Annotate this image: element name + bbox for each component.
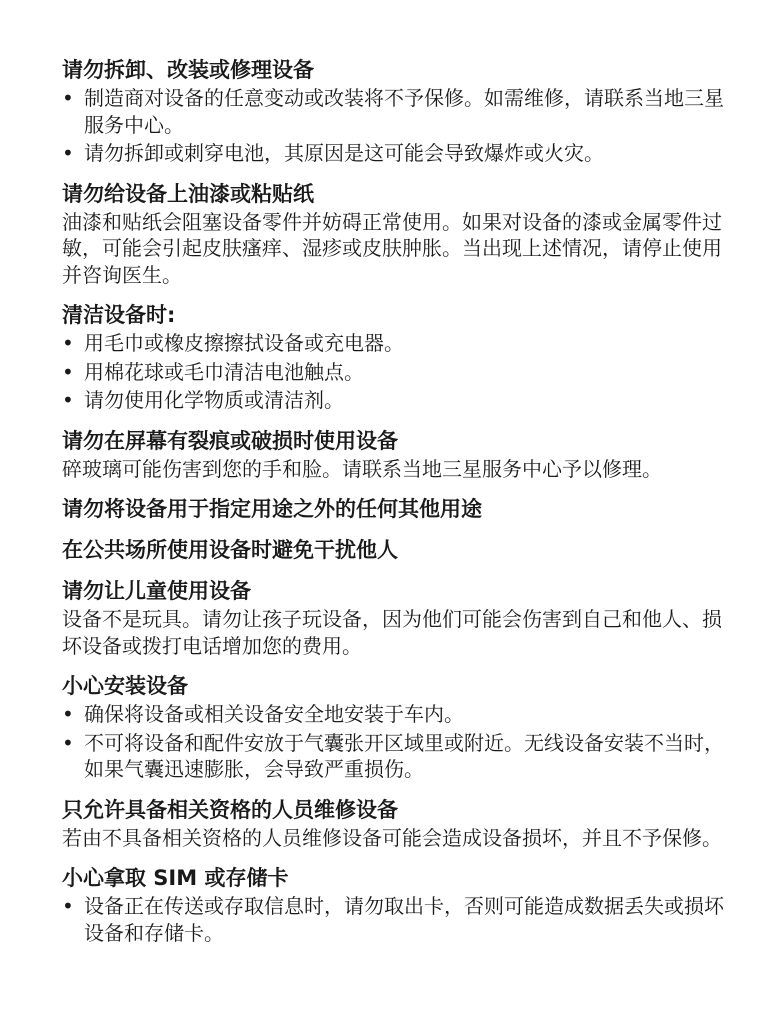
section-paragraph: 若由不具备相关资格的人员维修设备可能会造成设备损坏，并且不予保修。: [62, 825, 722, 850]
section-heading: 请勿在屏幕有裂痕或破损时使用设备: [62, 428, 398, 453]
section-heading: 小心拿取 SIM 或存储卡: [62, 866, 289, 890]
bullet-item: [62, 85, 726, 138]
safety-section: [62, 577, 726, 659]
bullet-text: 制造商对设备的任意变动或改装将不予保修。如需维修，请联系当地三星服务中心。: [84, 86, 724, 137]
bullet-item: [62, 730, 726, 783]
bullet-text: 不可将设备和配件安放于气囊张开区域里或附近。无线设备安装不当时，如果气囊迅速膨胀，会导致严重损伤。: [84, 730, 724, 781]
bullet-item: [62, 893, 726, 946]
section-paragraph: 油漆和贴纸会阻塞设备零件并妨碍正常使用。如果对设备的漆或金属零件过敏，可能会引起皮肤瘙痒、湿疹或皮肤肿胀。当出现上述情况，请停止使用并咨询医生。: [62, 209, 722, 287]
bullet-dot-icon: •: [62, 86, 74, 110]
safety-section: [62, 495, 726, 523]
bullet-dot-icon: •: [62, 331, 74, 355]
bullet-list: [62, 893, 726, 946]
safety-section: [62, 536, 726, 564]
bullet-text: 请勿使用化学物质或清洁剂。: [84, 388, 344, 412]
section-heading: 小心安装设备: [62, 674, 188, 698]
section-heading: 请勿将设备用于指定用途之外的任何其他用途: [62, 497, 482, 521]
bullet-item: [62, 330, 726, 357]
section-heading: 只允许具备相关资格的人员维修设备: [62, 797, 398, 822]
safety-section: [62, 796, 726, 852]
bullet-dot-icon: •: [62, 730, 74, 755]
bullet-text: 设备正在传送或存取信息时，请勿取出卡，否则可能造成数据丢失或损坏设备和存储卡。: [84, 894, 724, 945]
safety-section: [62, 672, 726, 783]
bullet-text: 用毛巾或橡皮擦擦拭设备或充电器。: [84, 331, 404, 355]
bullet-item: [62, 359, 726, 386]
bullet-item: [62, 701, 726, 728]
section-paragraph: 碎玻璃可能伤害到您的手和脸。请联系当地三星服务中心予以修理。: [62, 456, 662, 481]
safety-section: [62, 427, 726, 483]
safety-section: [62, 864, 726, 946]
bullet-item: [62, 387, 726, 414]
section-heading: 请勿让儿童使用设备: [62, 579, 251, 603]
bullet-list: [62, 85, 726, 167]
section-paragraph: 设备不是玩具。请勿让孩子玩设备，因为他们可能会伤害到自己和他人、损坏设备或拨打电话增加您的费用。: [62, 607, 722, 658]
bullet-list: [62, 701, 726, 783]
bullet-text: 确保将设备或相关设备安全地安装于车内。: [84, 702, 464, 726]
bullet-list: [62, 330, 726, 414]
bullet-text: 请勿拆卸或刺穿电池，其原因是这可能会导致爆炸或火灾。: [84, 141, 604, 165]
safety-section: [62, 301, 726, 414]
document-page: [62, 56, 726, 959]
bullet-dot-icon: •: [62, 388, 74, 412]
bullet-dot-icon: •: [62, 702, 74, 726]
bullet-text: 用棉花球或毛巾清洁电池触点。: [84, 359, 364, 384]
bullet-item: [62, 140, 726, 167]
bullet-dot-icon: •: [62, 894, 74, 918]
safety-section: [62, 56, 726, 167]
safety-section: [62, 180, 726, 289]
bullet-dot-icon: •: [62, 359, 74, 384]
section-heading: 请勿给设备上油漆或粘贴纸: [62, 181, 314, 206]
bullet-dot-icon: •: [62, 141, 74, 165]
section-heading: 在公共场所使用设备时避免干扰他人: [62, 538, 398, 562]
section-heading: 请勿拆卸、改装或修理设备: [62, 58, 314, 82]
section-heading: 清洁设备时:: [62, 303, 176, 327]
